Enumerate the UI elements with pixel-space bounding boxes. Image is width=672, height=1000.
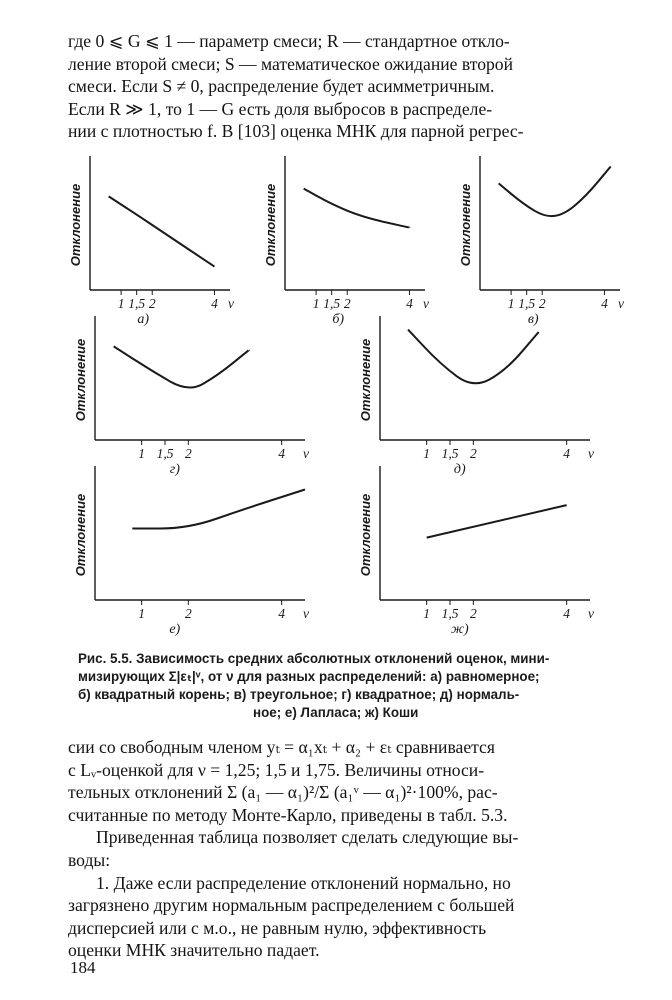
- y-axis-label: Отклонение: [358, 493, 373, 577]
- x-axis-label: ν: [588, 606, 594, 621]
- x-axis-label: ν: [303, 606, 309, 621]
- text-line: считанные по методу Монте-Карло, приведены в табл. 5.3.: [68, 804, 508, 825]
- text-line: с Lᵥ-оценкой для ν = 1,25; 1,5 и 1,75. Величины относи-: [68, 759, 485, 780]
- x-axis-label: ν: [618, 296, 624, 311]
- panel-label: д): [453, 462, 466, 477]
- x-tick-label: 2: [184, 606, 192, 621]
- caption-line: Рис. 5.5. Зависимость средних абсолютных отклонений оценок, мини-: [78, 651, 550, 666]
- data-curve: [132, 490, 305, 529]
- x-tick-label: 2: [184, 446, 192, 461]
- x-tick-label: 2: [469, 446, 477, 461]
- x-tick-label: 1,5: [441, 446, 459, 461]
- x-axis-label: ν: [423, 296, 429, 311]
- x-tick-label: 4: [563, 446, 571, 461]
- data-curve: [114, 346, 249, 387]
- x-tick-label: 1,5: [323, 296, 341, 311]
- x-tick-label: 4: [278, 606, 286, 621]
- x-tick-label: 1: [423, 606, 431, 621]
- panel-label: г): [169, 462, 180, 477]
- body-paragraph: [68, 736, 616, 962]
- x-tick-label: 4: [211, 296, 218, 311]
- x-axis-label: ν: [303, 446, 309, 461]
- data-curve: [408, 330, 539, 384]
- x-tick-label: 2: [538, 296, 546, 311]
- y-axis-label: Отклонение: [73, 338, 88, 422]
- y-axis-label: Отклонение: [68, 183, 83, 267]
- x-tick-label: 4: [278, 446, 286, 461]
- panel-label: а): [137, 312, 150, 327]
- y-axis-label: Отклонение: [263, 183, 278, 267]
- text-line: нии с плотностью f. В [103] оценка МНК для парной регрес-: [68, 121, 524, 142]
- figure-caption: [78, 650, 612, 722]
- text-line: тельных отклонений Σ (a₁ — α₁)²/Σ (a₁ᵛ — α₁)²·100%, рас-: [68, 782, 498, 803]
- y-axis-label: Отклонение: [73, 493, 88, 577]
- text-line: 1. Даже если распределение отклонений нормально, но: [96, 872, 511, 893]
- text-line: загрязнено другим нормальным распределением с большей: [68, 895, 515, 916]
- text-line: воды:: [68, 849, 111, 870]
- x-tick-label: 1: [138, 606, 146, 621]
- x-tick-label: 2: [343, 296, 351, 311]
- text-line: Приведенная таблица позволяет сделать следующие вы-: [96, 827, 519, 848]
- x-axis-label: ν: [228, 296, 234, 311]
- x-tick-label: 1,5: [128, 296, 146, 311]
- text-line: ление второй смеси; S — математическое ожидание второй: [68, 53, 514, 74]
- x-tick-label: 4: [406, 296, 413, 311]
- text-line: оценки МНК значительно падает.: [68, 940, 320, 961]
- x-tick-label: 1: [117, 296, 125, 311]
- text-line: сии со свободным членом yₜ = α₁xₜ + α₂ + εₜ сравнивается: [68, 737, 495, 757]
- y-axis-label: Отклонение: [458, 183, 473, 267]
- x-tick-label: 2: [148, 296, 156, 311]
- x-tick-label: 2: [469, 606, 477, 621]
- x-tick-label: 1: [312, 296, 320, 311]
- panel-label: в): [527, 312, 539, 327]
- caption-line: б) квадратный корень; в) треугольное; г) квадратное; д) нормаль-: [78, 687, 520, 702]
- text-line: где 0 ⩽ G ⩽ 1 — параметр смеси; R — стандартное откло-: [68, 31, 510, 51]
- data-curve: [109, 196, 215, 266]
- panel-label: е): [169, 622, 181, 637]
- text-line: смеси. Если S ≠ 0, распределение будет асимметричным.: [68, 76, 495, 97]
- caption-line: ное; е) Лапласа; ж) Коши: [253, 705, 419, 720]
- y-axis-label: Отклонение: [358, 338, 373, 422]
- data-curve: [427, 505, 567, 537]
- page-number: 184: [70, 958, 96, 977]
- x-axis-label: ν: [588, 446, 594, 461]
- x-tick-label: 1,5: [156, 446, 174, 461]
- x-tick-label: 4: [601, 296, 608, 311]
- x-tick-label: 1,5: [441, 606, 459, 621]
- data-curve: [304, 189, 410, 228]
- x-tick-label: 1: [507, 296, 515, 311]
- x-tick-label: 4: [563, 606, 571, 621]
- x-tick-label: 1,5: [518, 296, 536, 311]
- text-line: Если R ≫ 1, то 1 — G есть доля выбросов в распределе-: [68, 98, 493, 119]
- data-curve: [499, 167, 611, 217]
- panel-label: ж): [450, 622, 469, 637]
- panel-label: б): [332, 312, 345, 327]
- x-tick-label: 1: [138, 446, 146, 461]
- x-tick-label: 1: [423, 446, 431, 461]
- text-line: дисперсией или с м.о., не равным нулю, эффективность: [68, 917, 487, 938]
- caption-line: мизирующих Σ|εₜ|ᵛ, от ν для разных распределений: а) равномерное;: [78, 669, 540, 684]
